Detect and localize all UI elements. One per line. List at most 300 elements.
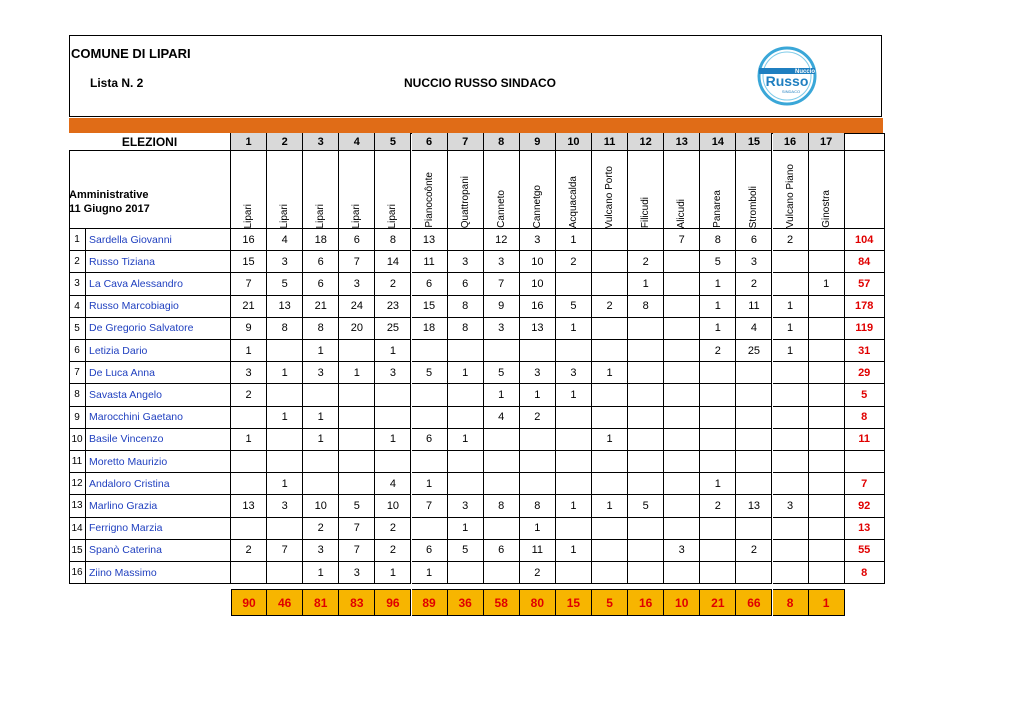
vote-cell	[736, 407, 772, 429]
vote-cell	[664, 340, 700, 362]
vote-cell: 2	[628, 251, 664, 273]
vote-cell	[736, 562, 772, 584]
section-name	[628, 151, 664, 229]
candidate-number: 7	[69, 362, 86, 384]
section-name	[664, 151, 700, 229]
vote-cell	[809, 518, 845, 540]
vote-cell: 3	[303, 362, 339, 384]
section-name	[267, 151, 303, 229]
vote-cell	[592, 518, 628, 540]
candidate-name: De Gregorio Salvatore	[86, 318, 231, 340]
vote-cell	[231, 451, 267, 473]
vote-cell	[809, 251, 845, 273]
vote-cell: 13	[412, 229, 448, 251]
vote-cell	[809, 473, 845, 495]
vote-cell: 8	[520, 495, 556, 517]
section-number: 5	[375, 133, 411, 151]
vote-cell: 10	[375, 495, 411, 517]
vote-cell: 1	[556, 540, 592, 562]
section-total: 81	[303, 589, 339, 616]
vote-cell: 1	[700, 473, 736, 495]
vote-cell: 3	[448, 251, 484, 273]
vote-cell: 1	[303, 340, 339, 362]
vote-cell: 15	[412, 296, 448, 318]
candidate-total: 31	[845, 340, 885, 362]
candidate-number: 6	[69, 340, 86, 362]
section-name-text: Panarea	[712, 190, 724, 228]
lista-label: Lista N. 2	[90, 76, 144, 90]
candidate-name: La Cava Alessandro	[86, 273, 231, 295]
vote-cell	[773, 451, 809, 473]
vote-cell	[267, 384, 303, 406]
logo-sub-text: SINDACO	[781, 89, 801, 94]
vote-cell: 2	[700, 495, 736, 517]
candidate-name: Basile Vincenzo	[86, 429, 231, 451]
section-name-text: Vulcano Piano	[784, 163, 796, 228]
vote-cell: 6	[448, 273, 484, 295]
vote-cell	[556, 518, 592, 540]
vote-cell	[664, 518, 700, 540]
candidate-total: 178	[845, 296, 885, 318]
vote-cell	[484, 562, 520, 584]
vote-cell	[484, 451, 520, 473]
vote-cell	[520, 473, 556, 495]
vote-cell: 4	[484, 407, 520, 429]
vote-cell: 3	[736, 251, 772, 273]
vote-cell: 8	[267, 318, 303, 340]
section-number: 3	[303, 133, 339, 151]
vote-cell	[700, 451, 736, 473]
section-name	[303, 151, 339, 229]
section-name-text: Alicudi	[676, 198, 688, 228]
section-name-text: Ginostra	[820, 190, 832, 228]
section-name-text: Canneto	[495, 190, 507, 228]
section-number: 13	[664, 133, 700, 151]
candidate-total: 5	[845, 384, 885, 406]
vote-cell	[556, 473, 592, 495]
section-total: 89	[412, 589, 448, 616]
vote-cell	[700, 362, 736, 384]
vote-cell: 3	[339, 562, 375, 584]
vote-cell: 18	[412, 318, 448, 340]
candidate-name: Russo Marcobiagio	[86, 296, 231, 318]
candidate-number: 2	[69, 251, 86, 273]
vote-cell: 5	[484, 362, 520, 384]
vote-cell	[231, 473, 267, 495]
vote-cell: 10	[520, 251, 556, 273]
vote-cell: 1	[267, 362, 303, 384]
vote-cell: 2	[231, 540, 267, 562]
candidate-number: 11	[69, 451, 86, 473]
vote-cell	[556, 429, 592, 451]
section-number: 10	[556, 133, 592, 151]
vote-cell	[736, 384, 772, 406]
vote-cell: 2	[556, 251, 592, 273]
section-total: 1	[809, 589, 845, 616]
vote-cell	[592, 473, 628, 495]
vote-cell: 1	[267, 473, 303, 495]
vote-cell	[628, 540, 664, 562]
section-name	[773, 151, 809, 229]
vote-cell: 1	[412, 562, 448, 584]
section-name	[375, 151, 411, 229]
candidate-name: Spanò Caterina	[86, 540, 231, 562]
candidate-number: 1	[69, 229, 86, 251]
vote-cell: 7	[339, 518, 375, 540]
section-number: 11	[592, 133, 628, 151]
section-name-text: Acquacalda	[567, 175, 579, 228]
vote-cell	[592, 384, 628, 406]
vote-cell: 3	[484, 251, 520, 273]
vote-cell	[592, 273, 628, 295]
vote-cell	[556, 407, 592, 429]
vote-cell: 1	[628, 273, 664, 295]
vote-cell: 12	[484, 229, 520, 251]
candidate-number: 9	[69, 407, 86, 429]
vote-cell	[303, 384, 339, 406]
elezioni-label: ELEZIONI	[69, 133, 231, 151]
vote-cell: 7	[267, 540, 303, 562]
candidate-total: 8	[845, 562, 885, 584]
vote-cell	[628, 407, 664, 429]
vote-cell	[809, 318, 845, 340]
section-total: 58	[484, 589, 520, 616]
vote-cell	[736, 473, 772, 495]
vote-cell	[267, 518, 303, 540]
vote-cell: 1	[773, 296, 809, 318]
section-name-text: Cannetgo	[531, 184, 543, 228]
candidate-total: 84	[845, 251, 885, 273]
vote-cell: 5	[448, 540, 484, 562]
candidate-total: 11	[845, 429, 885, 451]
sindaco-title: NUCCIO RUSSO SINDACO	[404, 76, 557, 90]
section-number: 16	[773, 133, 809, 151]
vote-cell	[375, 384, 411, 406]
vote-cell	[664, 451, 700, 473]
vote-cell	[773, 273, 809, 295]
vote-cell	[484, 429, 520, 451]
vote-cell	[448, 473, 484, 495]
vote-cell: 2	[592, 296, 628, 318]
comune-title: COMUNE DI LIPARI	[71, 46, 191, 61]
section-name	[809, 151, 845, 229]
candidate-name: Moretto Maurizio	[86, 451, 231, 473]
section-number: 9	[520, 133, 556, 151]
vote-cell: 9	[231, 318, 267, 340]
vote-cell: 1	[520, 384, 556, 406]
candidate-number: 15	[69, 540, 86, 562]
candidate-number: 3	[69, 273, 86, 295]
vote-cell: 1	[592, 362, 628, 384]
candidate-total: 119	[845, 318, 885, 340]
vote-cell: 1	[556, 318, 592, 340]
vote-cell: 14	[375, 251, 411, 273]
vote-cell: 1	[700, 296, 736, 318]
candidate-name: Russo Tiziana	[86, 251, 231, 273]
vote-cell	[809, 540, 845, 562]
vote-cell: 18	[303, 229, 339, 251]
vote-cell	[736, 451, 772, 473]
vote-cell	[773, 251, 809, 273]
vote-cell: 10	[303, 495, 339, 517]
vote-cell	[628, 318, 664, 340]
section-number: 14	[700, 133, 736, 151]
vote-cell	[809, 229, 845, 251]
section-name-text: Lipari	[351, 203, 363, 228]
candidate-total: 13	[845, 518, 885, 540]
section-number: 4	[339, 133, 375, 151]
vote-cell: 1	[375, 562, 411, 584]
section-total: 15	[556, 589, 592, 616]
section-number: 12	[628, 133, 664, 151]
vote-cell: 20	[339, 318, 375, 340]
vote-cell	[339, 384, 375, 406]
vote-cell	[809, 495, 845, 517]
vote-cell: 8	[448, 318, 484, 340]
vote-cell: 21	[231, 296, 267, 318]
vote-cell: 2	[231, 384, 267, 406]
vote-cell	[700, 518, 736, 540]
candidate-total: 57	[845, 273, 885, 295]
vote-cell	[556, 273, 592, 295]
section-name-text: Pianocoônte	[423, 172, 435, 228]
vote-cell: 1	[592, 495, 628, 517]
section-name	[700, 151, 736, 229]
vote-cell: 1	[700, 318, 736, 340]
vote-cell	[448, 340, 484, 362]
vote-cell	[664, 473, 700, 495]
vote-cell: 1	[231, 429, 267, 451]
section-name-text: Lipari	[243, 203, 255, 228]
vote-cell: 7	[412, 495, 448, 517]
vote-cell: 11	[520, 540, 556, 562]
vote-cell: 7	[231, 273, 267, 295]
candidate-total: 55	[845, 540, 885, 562]
vote-cell	[628, 518, 664, 540]
vote-cell: 1	[231, 340, 267, 362]
vote-cell: 3	[556, 362, 592, 384]
vote-cell	[809, 451, 845, 473]
vote-cell	[664, 429, 700, 451]
vote-cell	[267, 340, 303, 362]
vote-cell: 6	[339, 229, 375, 251]
section-number: 6	[412, 133, 448, 151]
vote-cell: 6	[412, 273, 448, 295]
vote-cell	[809, 296, 845, 318]
amministrative-line1: Amministrative	[69, 188, 149, 201]
candidate-total: 92	[845, 495, 885, 517]
section-total: 36	[448, 589, 484, 616]
vote-cell: 1	[339, 362, 375, 384]
section-name	[592, 151, 628, 229]
vote-cell: 1	[375, 340, 411, 362]
vote-cell: 1	[303, 429, 339, 451]
vote-cell: 1	[412, 473, 448, 495]
section-total: 90	[231, 589, 267, 616]
vote-cell: 6	[736, 229, 772, 251]
vote-cell	[484, 473, 520, 495]
vote-cell: 13	[736, 495, 772, 517]
candidate-number: 5	[69, 318, 86, 340]
vote-cell: 1	[592, 429, 628, 451]
vote-cell	[809, 407, 845, 429]
vote-cell	[412, 407, 448, 429]
vote-cell: 1	[556, 384, 592, 406]
section-name-text: Lipari	[315, 203, 327, 228]
vote-cell: 6	[412, 540, 448, 562]
vote-cell	[412, 518, 448, 540]
vote-cell	[664, 296, 700, 318]
vote-cell: 11	[412, 251, 448, 273]
vote-cell: 1	[267, 407, 303, 429]
vote-cell	[375, 407, 411, 429]
vote-cell	[592, 407, 628, 429]
section-total: 8	[773, 589, 809, 616]
vote-cell: 8	[303, 318, 339, 340]
candidate-number: 16	[69, 562, 86, 584]
candidate-number: 8	[69, 384, 86, 406]
section-total: 80	[520, 589, 556, 616]
vote-cell	[339, 451, 375, 473]
vote-cell	[448, 451, 484, 473]
vote-cell	[664, 318, 700, 340]
vote-cell: 23	[375, 296, 411, 318]
vote-cell: 1	[448, 518, 484, 540]
vote-cell	[628, 473, 664, 495]
vote-cell	[736, 362, 772, 384]
vote-cell	[773, 518, 809, 540]
vote-cell: 8	[484, 495, 520, 517]
vote-cell: 2	[520, 407, 556, 429]
section-number: 8	[484, 133, 520, 151]
vote-cell	[484, 340, 520, 362]
section-total: 10	[664, 589, 700, 616]
section-name	[339, 151, 375, 229]
vote-cell: 2	[375, 518, 411, 540]
vote-cell	[628, 429, 664, 451]
vote-cell	[592, 540, 628, 562]
vote-cell: 10	[520, 273, 556, 295]
candidate-name: Letizia Dario	[86, 340, 231, 362]
section-name-text: Filicudi	[640, 196, 652, 228]
section-name	[520, 151, 556, 229]
vote-cell	[339, 407, 375, 429]
vote-cell	[556, 451, 592, 473]
vote-cell: 8	[375, 229, 411, 251]
vote-cell: 2	[736, 540, 772, 562]
vote-cell	[809, 384, 845, 406]
section-name	[412, 151, 448, 229]
candidate-number: 12	[69, 473, 86, 495]
candidate-number: 10	[69, 429, 86, 451]
vote-cell	[520, 429, 556, 451]
section-total: 21	[700, 589, 736, 616]
candidate-total: 8	[845, 407, 885, 429]
vote-cell	[484, 518, 520, 540]
vote-cell	[556, 562, 592, 584]
section-total: 96	[375, 589, 411, 616]
vote-cell	[736, 429, 772, 451]
vote-cell: 1	[700, 273, 736, 295]
vote-cell: 3	[231, 362, 267, 384]
vote-cell: 16	[520, 296, 556, 318]
vote-cell	[412, 340, 448, 362]
vote-cell: 1	[773, 340, 809, 362]
section-name	[556, 151, 592, 229]
vote-cell: 5	[267, 273, 303, 295]
vote-cell: 1	[484, 384, 520, 406]
vote-cell	[628, 384, 664, 406]
vote-cell: 15	[231, 251, 267, 273]
vote-cell: 2	[773, 229, 809, 251]
vote-cell	[628, 229, 664, 251]
vote-cell	[736, 518, 772, 540]
vote-cell: 3	[664, 540, 700, 562]
vote-cell	[520, 451, 556, 473]
vote-cell	[592, 229, 628, 251]
vote-cell	[267, 562, 303, 584]
section-name	[448, 151, 484, 229]
vote-cell	[628, 562, 664, 584]
vote-cell	[809, 362, 845, 384]
candidate-name: Sardella Giovanni	[86, 229, 231, 251]
vote-cell: 11	[736, 296, 772, 318]
vote-cell	[592, 451, 628, 473]
vote-cell: 5	[556, 296, 592, 318]
vote-cell	[664, 407, 700, 429]
vote-cell	[592, 562, 628, 584]
vote-cell	[448, 407, 484, 429]
vote-cell	[339, 429, 375, 451]
vote-cell	[664, 251, 700, 273]
vote-cell	[628, 340, 664, 362]
vote-cell	[773, 407, 809, 429]
vote-cell	[303, 451, 339, 473]
vote-cell	[592, 318, 628, 340]
section-name	[736, 151, 772, 229]
vote-cell: 1	[448, 362, 484, 384]
amministrative-label	[69, 151, 231, 229]
vote-cell	[339, 340, 375, 362]
vote-cell: 1	[303, 562, 339, 584]
vote-cell: 3	[773, 495, 809, 517]
section-number: 15	[736, 133, 772, 151]
section-name-text: Lipari	[279, 203, 291, 228]
vote-cell: 2	[375, 540, 411, 562]
vote-cell: 3	[448, 495, 484, 517]
section-number: 17	[809, 133, 845, 151]
vote-cell	[556, 340, 592, 362]
vote-cell	[412, 451, 448, 473]
vote-cell: 7	[664, 229, 700, 251]
vote-cell: 1	[809, 273, 845, 295]
vote-cell	[700, 384, 736, 406]
vote-cell	[809, 429, 845, 451]
vote-cell: 8	[448, 296, 484, 318]
vote-cell: 25	[375, 318, 411, 340]
vote-cell: 2	[303, 518, 339, 540]
vote-cell	[231, 562, 267, 584]
vote-cell	[592, 251, 628, 273]
vote-cell: 6	[412, 429, 448, 451]
vote-cell: 1	[556, 229, 592, 251]
section-name-text: Vulcano Porto	[604, 165, 616, 228]
vote-cell: 24	[339, 296, 375, 318]
vote-cell: 13	[231, 495, 267, 517]
vote-cell: 6	[303, 251, 339, 273]
vote-cell	[773, 562, 809, 584]
section-total: 5	[592, 589, 628, 616]
